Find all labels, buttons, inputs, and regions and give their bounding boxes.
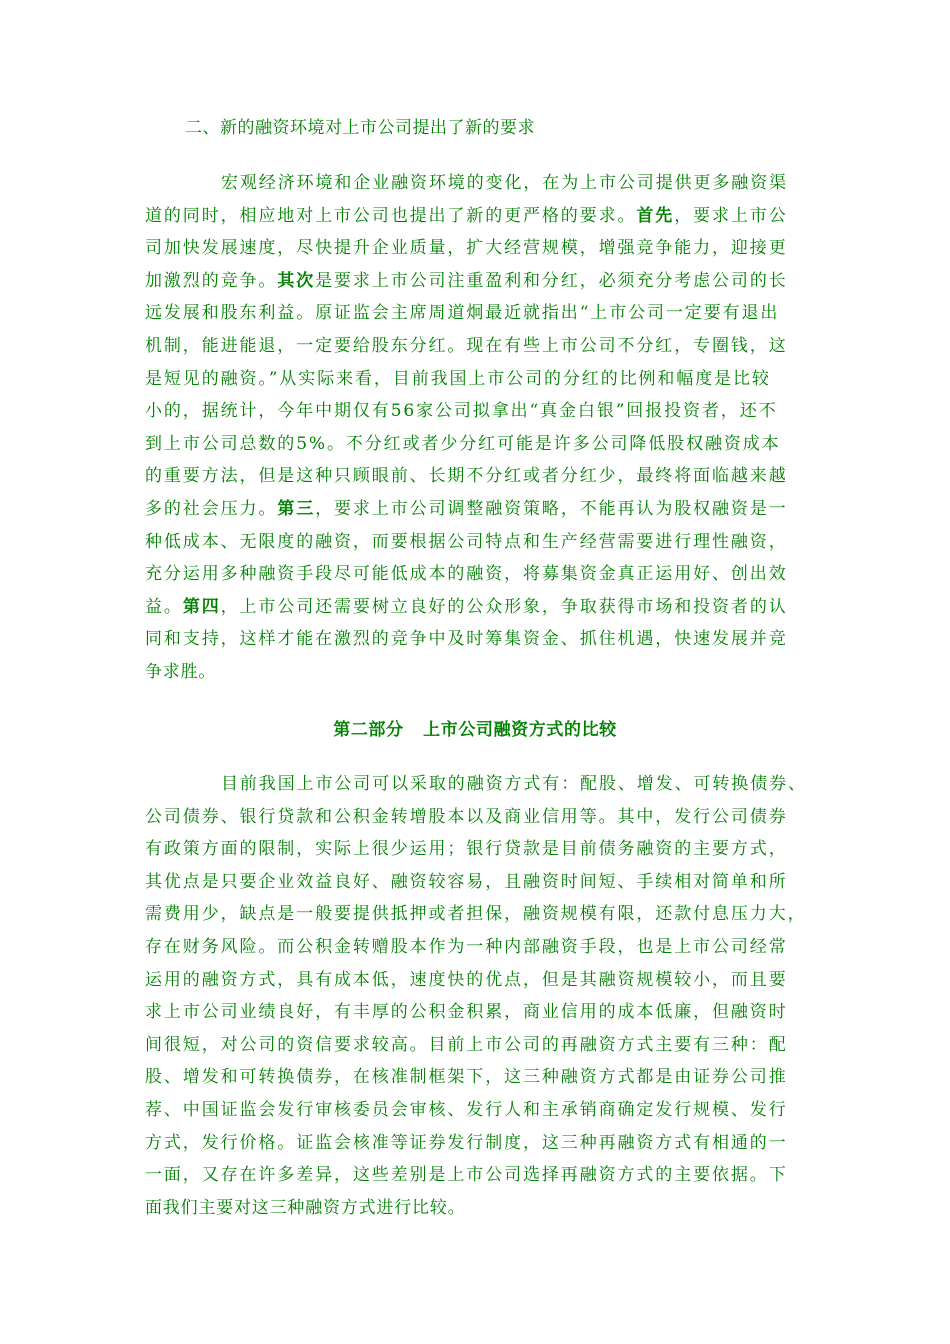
emphasis-first: 首先 [636, 205, 675, 226]
paragraph-financing-requirements [145, 167, 805, 689]
text-line: 目前我国上市公司可以采取的融资方式有：配股、增发、可转换债券、 [221, 774, 807, 794]
text-line [145, 591, 805, 624]
text-line: 机制，能进能退，一定要给股东分红。现在有些上市公司不分红，专圈钱，这 [145, 335, 788, 356]
text-line: 种低成本、无限度的融资，而要根据公司特点和生产经营需要进行理性融资， [145, 531, 788, 552]
text-run: 是要求上市公司注重盈利和分红，必须充分考虑公司的长 [315, 270, 788, 291]
text-line [145, 265, 805, 298]
text-line: 股、增发和可转换债券，在核准制框架下，这三种融资方式都是由证券公司推 [145, 1067, 788, 1088]
text-line: 是短见的融资。”从实际来看，目前我国上市公司的分红的比例和幅度是比较 [145, 368, 771, 389]
part-heading: 第二部分 上市公司融资方式的比较 [333, 720, 617, 740]
text-line: 其优点是只要企业效益良好、融资较容易，且融资时间短、手续相对简单和所 [145, 871, 788, 892]
text-line: 有政策方面的限制，实际上很少运用；银行贷款是目前债务融资的主要方式， [145, 839, 788, 860]
text-line: 间很短，对公司的资信要求较高。目前上市公司的再融资方式主要有三种：配 [145, 1034, 788, 1055]
emphasis-fourth: 第四 [182, 596, 221, 617]
text-line: 运用的融资方式，具有成本低，速度快的优点，但是其融资规模较小，而且要 [145, 969, 788, 990]
text-line: 远发展和股东利益。原证监会主席周道炯最近就指出“上市公司一定要有退出 [145, 303, 780, 324]
text-line: 一面，又存在许多差异，这些差别是上市公司选择再融资方式的主要依据。下 [145, 1165, 788, 1186]
text-run: ，要求上市公 [674, 205, 788, 226]
emphasis-second: 其次 [277, 270, 316, 291]
text-run: 多的社会压力。 [145, 498, 278, 519]
text-line: 需费用少，缺点是一般要提供抵押或者担保，融资规模有限，还款付息压力大， [145, 904, 807, 925]
text-line: 面我们主要对这三种融资方式进行比较。 [145, 1197, 466, 1218]
text-line: 存在财务风险。而公积金转赠股本作为一种内部融资手段，也是上市公司经常 [145, 936, 788, 957]
text-line: 宏观经济环境和企业融资环境的变化，在为上市公司提供更多融资渠 [221, 173, 788, 193]
section-heading: 二、新的融资环境对上市公司提出了新的要求 [185, 118, 535, 138]
paragraph-financing-methods [145, 768, 805, 1224]
text-line: 充分运用多种融资手段尽可能低成本的融资，将募集资金真正运用好、创出效 [145, 564, 788, 585]
text-line [145, 493, 805, 526]
text-line: 司加快发展速度，尽快提升企业质量，扩大经营规模，增强竞争能力，迎接更 [145, 238, 788, 259]
text-line: 方式，发行价格。证监会核准等证券发行制度，这三种再融资方式有相通的一 [145, 1132, 788, 1153]
text-line: 荐、中国证监会发行审核委员会审核、发行人和主承销商确定发行规模、发行 [145, 1099, 788, 1120]
text-run: 益。 [145, 596, 183, 617]
text-line [145, 200, 805, 233]
text-line: 求上市公司业绩良好，有丰厚的公积金积累，商业信用的成本低廉，但融资时 [145, 1002, 788, 1023]
text-line: 到上市公司总数的5%。不分红或者少分红可能是许多公司降低股权融资成本 [145, 433, 781, 454]
text-run: 加激烈的竞争。 [145, 270, 278, 291]
text-run: ，要求上市公司调整融资策略，不能再认为股权融资是一 [315, 498, 788, 519]
emphasis-third: 第三 [277, 498, 316, 519]
text-line: 的重要方法，但是这种只顾眼前、长期不分红或者分红少，最终将面临越来越 [145, 466, 788, 487]
text-run: 道的同时，相应地对上市公司也提出了新的更严格的要求。 [145, 205, 637, 226]
text-line: 公司债券、银行贷款和公积金转增股本以及商业信用等。其中，发行公司债券 [145, 806, 788, 827]
text-run: ，上市公司还需要树立良好的公众形象，争取获得市场和投资者的认 [220, 596, 788, 617]
text-line: 争求胜。 [145, 661, 217, 682]
text-line: 小的，据统计，今年中期仅有56家公司拟拿出“真金白银”回报投资者，还不 [145, 401, 778, 422]
text-line: 同和支持，这样才能在激烈的竞争中及时筹集资金、抓住机遇，快速发展并竞 [145, 629, 788, 650]
